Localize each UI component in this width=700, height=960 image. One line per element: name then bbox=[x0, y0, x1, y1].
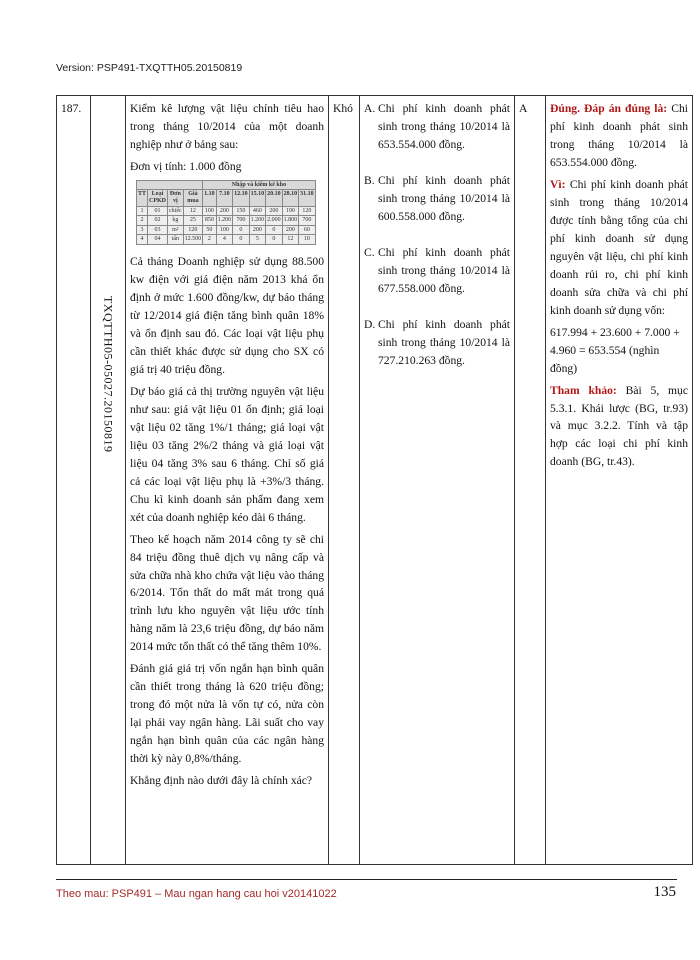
mini-cell: 200 bbox=[282, 225, 299, 235]
mini-cell: 190 bbox=[282, 206, 299, 216]
mini-cell: 2.000 bbox=[266, 216, 283, 226]
mini-cell: 120 bbox=[183, 225, 203, 235]
mini-cell: 200 bbox=[266, 206, 283, 216]
options-cell bbox=[360, 96, 515, 865]
mini-cell: 2 bbox=[203, 235, 217, 245]
mini-cell: 50 bbox=[203, 225, 217, 235]
mini-cell: 850 bbox=[203, 216, 217, 226]
mini-blank bbox=[137, 180, 203, 190]
explanation-cell bbox=[546, 96, 693, 865]
mini-cell: 04 bbox=[148, 235, 168, 245]
why-label: Vì: bbox=[550, 177, 566, 191]
option-c: C. Chi phí kinh doanh phát sinh trong tháng 10/2014 là 677.558.000 đồng. bbox=[364, 245, 510, 295]
mini-header-cell: 12.10 bbox=[233, 190, 250, 206]
mini-cell: 12 bbox=[183, 206, 203, 216]
version-label: Version: PSP491-TXQTTH05.20150819 bbox=[56, 62, 243, 74]
mini-cell: kg bbox=[168, 216, 184, 226]
mini-cell: 1.800 bbox=[282, 216, 299, 226]
mini-row bbox=[137, 216, 316, 226]
question-intro: Kiểm kê lượng vật liệu chính tiêu hao trong tháng 10/2014 của một doanh nghiệp như ở bảng sau: bbox=[130, 102, 324, 151]
page-number: 135 bbox=[653, 884, 676, 900]
mini-cell: 460 bbox=[249, 206, 266, 216]
mini-cell: 12 bbox=[282, 235, 299, 245]
option-a: A. Chi phí kinh doanh phát sinh trong tháng 10/2014 là 653.554.000 đồng. bbox=[364, 102, 510, 151]
question-code: TXQTTH05-05027.20150819 bbox=[101, 296, 116, 453]
mini-cell: 5 bbox=[249, 235, 266, 245]
mini-cell: 200 bbox=[249, 225, 266, 235]
correct-text: Chi phí kinh doanh phát sinh trong tháng 10/2014 là 653.554.000 đồng. bbox=[550, 102, 688, 169]
question-code-cell bbox=[91, 96, 126, 865]
question-number: 187. bbox=[57, 96, 91, 865]
mini-row bbox=[137, 235, 316, 245]
mini-header-cell: Giá mua bbox=[183, 190, 203, 206]
mini-header-cell: 28.10 bbox=[282, 190, 299, 206]
mini-cell: 01 bbox=[148, 206, 168, 216]
question-paragraph: Dự báo giá cả thị trường nguyên vật liệu như sau: giá vật liệu 01 ổn định; giá loại vật liệu 02 tăng 1%/1 tháng; giá loại vật liệu 03 tăng 2%/2 tháng và giá loại vật liệu 04 tăng 3% sau 6 tháng. Chỉ số giá cả các loại vật liệu phụ là +3%/3 tháng. Chu kì kinh doanh sản phẩm đang xem xét của doanh nghiệp kéo dài 6 tháng. bbox=[130, 384, 324, 524]
formula: 617.994 + 23.600 + 7.000 + 4.960 = 653.554 (nghìn đồng) bbox=[550, 325, 680, 375]
inventory-table bbox=[136, 180, 316, 245]
mini-cell: 4 bbox=[216, 235, 233, 245]
mini-cell: m² bbox=[168, 225, 184, 235]
mini-cell: 10 bbox=[299, 235, 316, 245]
mini-cell: 03 bbox=[148, 225, 168, 235]
mini-cell: 0 bbox=[266, 235, 283, 245]
reference-label: Tham khảo: bbox=[550, 383, 617, 397]
option-d: D. Chi phí kinh doanh phát sinh trong tháng 10/2014 là 727.210.263 đồng. bbox=[364, 317, 510, 367]
question-prompt: Khẳng định nào dưới đây là chính xác? bbox=[130, 774, 313, 788]
unit-label: Đơn vị tính: 1.000 đồng bbox=[130, 159, 242, 173]
mini-cell: 120 bbox=[299, 206, 316, 216]
question-paragraph: Theo kế hoạch năm 2014 công ty sẽ chi 84 triệu đồng thuê dịch vụ nâng cấp và sửa chữa nhà kho chứa vật liệu vào tháng 6/2014. Tổn thất do mất mát trong quá trình lưu kho nguyên vật liệu ước tính hàng năm là 23,6 triệu đồng, dự báo năm 2014 mức tổn thất có thể tăng thêm 10%. bbox=[130, 532, 324, 654]
difficulty-level: Khó bbox=[329, 96, 360, 865]
mini-row bbox=[137, 206, 316, 216]
reference-text: Bài 5, mục 5.3.1. Khái lược (BG, tr.93) và mục 3.2.2. Tính và tập hợp các loại chi phí kinh doanh (BG, tr.43). bbox=[550, 383, 688, 469]
mini-header-cell: 1.10 bbox=[203, 190, 217, 206]
mini-header-cell: 31.10 bbox=[299, 190, 316, 206]
mini-cell: 0 bbox=[233, 235, 250, 245]
mini-row bbox=[137, 225, 316, 235]
option-b: B. Chi phí kinh doanh phát sinh trong tháng 10/2014 là 600.558.000 đồng. bbox=[364, 173, 510, 223]
mini-header-cell: Loại CPKD bbox=[148, 190, 168, 206]
mini-cell: 02 bbox=[148, 216, 168, 226]
question-content bbox=[126, 96, 329, 865]
mini-cell: 25 bbox=[183, 216, 203, 226]
correct-label: Đúng. Đáp án đúng là: bbox=[550, 102, 668, 115]
question-paragraph: Cả tháng Doanh nghiệp sử dụng 88.500 kw điện với giá điện năm 2013 khá ổn định ở mức 1.600 đồng/kw, dự báo tháng từ 12/2014 giá điện tăng bình quân 18% và ổn định sau đó. Các loại vật liệu phụ cần thiết khác được sử dụng cho SX có giá trị 40 triệu đồng. bbox=[130, 255, 324, 376]
mini-cell: 100 bbox=[216, 225, 233, 235]
mini-cell: 60 bbox=[299, 225, 316, 235]
mini-cell: 1.200 bbox=[249, 216, 266, 226]
mini-cell: 100 bbox=[203, 206, 217, 216]
mini-cell: 4 bbox=[137, 235, 148, 245]
footer-divider bbox=[56, 879, 677, 880]
mini-cell: 700 bbox=[233, 216, 250, 226]
mini-cell: 2 bbox=[137, 216, 148, 226]
mini-header-cell: TT bbox=[137, 190, 148, 206]
mini-header-cell: 15.10 bbox=[249, 190, 266, 206]
mini-cell: 1.200 bbox=[216, 216, 233, 226]
mini-cell: chiếc bbox=[168, 206, 184, 216]
mini-cell: 12.500 bbox=[183, 235, 203, 245]
mini-cell: 150 bbox=[233, 206, 250, 216]
mini-cell: 3 bbox=[137, 225, 148, 235]
question-paragraph: Đánh giá giá trị vốn ngắn hạn bình quân cần thiết trong tháng là 620 triệu đồng; trong đó một nửa là vốn tự có, nửa còn lại phải vay ngân hàng. Lãi suất cho vay ngắn hạn bình quân của các ngân hàng thời kỳ này 0,8%/tháng. bbox=[130, 662, 324, 766]
footer-text: Theo mau: PSP491 – Mau ngan hang cau hoi v20141022 bbox=[56, 888, 337, 900]
mini-header-cell: 20.10 bbox=[266, 190, 283, 206]
why-text: Chi phí kinh doanh phát sinh trong tháng 10/2014 được tính bằng tổng của chi phí kinh doanh sử dụng nguyên vật liệu, chi phí kinh doanh rủi ro, chi phí kinh doanh sửa chữa và chi phí kinh doanh sử dụng vốn: bbox=[550, 177, 688, 317]
question-table bbox=[56, 95, 693, 865]
table-row bbox=[57, 96, 693, 865]
mini-cell: 1 bbox=[137, 206, 148, 216]
mini-cell: 200 bbox=[216, 206, 233, 216]
answer-letter: A bbox=[515, 96, 546, 865]
mini-header-cell: Đơn vị bbox=[168, 190, 184, 206]
mini-cell: 700 bbox=[299, 216, 316, 226]
mini-group-header: Nhập và kiểm kê kho bbox=[203, 180, 316, 190]
mini-header-cell: 7.10 bbox=[216, 190, 233, 206]
mini-cell: tấn bbox=[168, 235, 184, 245]
mini-cell: 0 bbox=[233, 225, 250, 235]
mini-cell: 0 bbox=[266, 225, 283, 235]
